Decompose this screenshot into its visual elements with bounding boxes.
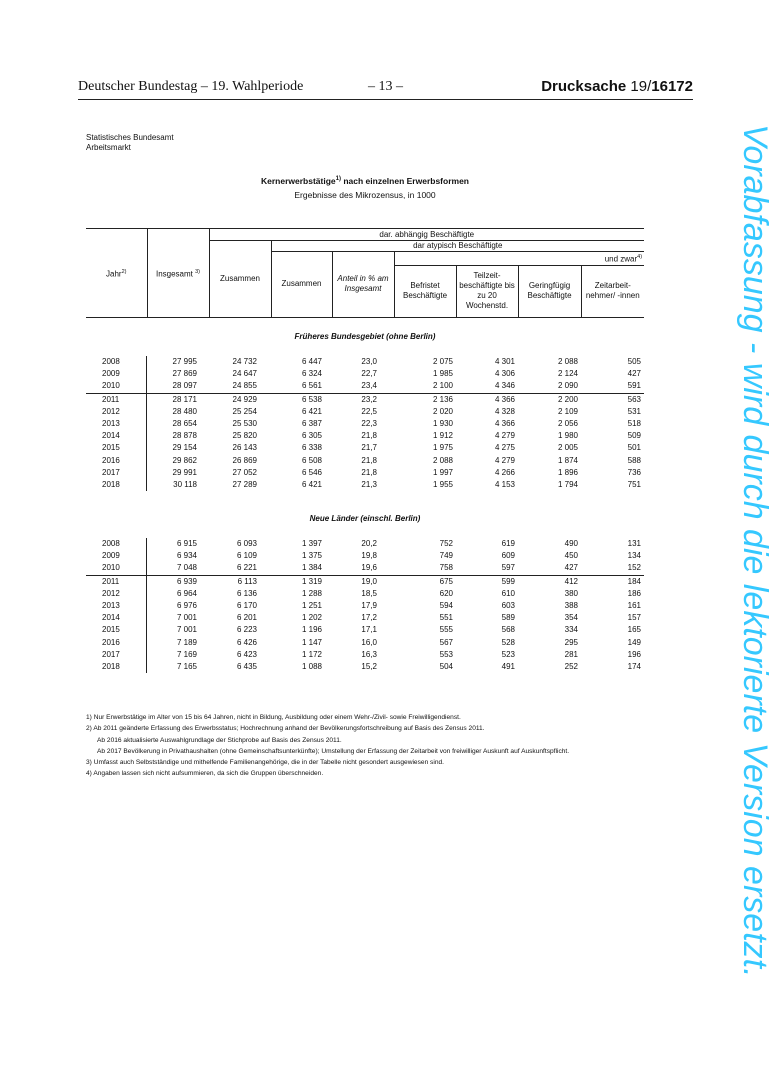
cell-teilzeit: 4 366 <box>494 394 515 404</box>
cell-zusammen-atypisch: 1 147 <box>301 637 322 647</box>
cell-zeitarbeit: 186 <box>627 588 641 598</box>
cell-zeitarbeit: 509 <box>627 431 641 441</box>
cell-year: 2014 <box>102 613 120 623</box>
cell-zusammen-atypisch: 6 421 <box>301 406 322 416</box>
cell-geringfuegig: 450 <box>564 551 578 561</box>
table-body-west <box>86 356 644 491</box>
cell-zeitarbeit: 531 <box>627 406 641 416</box>
cell-teilzeit: 528 <box>501 637 515 647</box>
cell-zusammen-atypisch: 6 546 <box>301 467 322 477</box>
cell-anteil: 23,2 <box>361 394 377 404</box>
cell-befristet: 2 020 <box>432 406 453 416</box>
cell-year: 2010 <box>102 381 120 391</box>
cell-befristet: 1 997 <box>432 467 453 477</box>
cell-insgesamt: 7 001 <box>176 613 197 623</box>
cell-teilzeit: 568 <box>501 625 515 635</box>
cell-year: 2013 <box>102 418 120 428</box>
cell-zeitarbeit: 427 <box>627 369 641 379</box>
cell-anteil: 15,2 <box>361 661 377 671</box>
cell-year: 2008 <box>102 539 120 548</box>
cell-geringfuegig: 1 874 <box>557 455 578 465</box>
cell-geringfuegig: 2 200 <box>557 394 578 404</box>
cell-insgesamt: 30 118 <box>173 479 197 489</box>
cell-teilzeit: 4 346 <box>494 381 515 391</box>
cell-zusammen-atypisch: 6 324 <box>301 369 322 379</box>
cell-geringfuegig: 354 <box>564 613 578 623</box>
footnote-2: 2) Ab 2011 geänderte Erfassung des Erwerbsstatus; Hochrechnung anhand der Bevölkerungsfortschreibung auf Basis des Zensus 2011. <box>86 725 485 733</box>
cell-insgesamt: 28 097 <box>172 381 197 391</box>
cell-teilzeit: 4 153 <box>494 479 515 489</box>
watermark-text: Vorabfassung - wird durch die lektorierte Version ersetzt. <box>736 124 774 978</box>
cell-zusammen-abhaengig: 6 170 <box>236 600 257 610</box>
table-row <box>86 612 644 624</box>
table-header <box>86 228 644 318</box>
cell-geringfuegig: 281 <box>564 649 578 659</box>
cell-geringfuegig: 2 109 <box>557 406 578 416</box>
cell-year: 2015 <box>102 443 120 453</box>
cell-zeitarbeit: 134 <box>627 551 641 561</box>
cell-geringfuegig: 2 088 <box>557 357 578 366</box>
cell-year: 2009 <box>102 551 120 561</box>
cell-insgesamt: 28 171 <box>172 394 197 404</box>
cell-zusammen-atypisch: 1 172 <box>301 649 322 659</box>
table-row <box>86 406 644 418</box>
cell-befristet: 594 <box>439 600 453 610</box>
cell-zeitarbeit: 563 <box>627 394 641 404</box>
footnote-1: 1) Nur Erwerbstätige im Alter von 15 bis 64 Jahren, nicht in Bildung, Ausbildung oder einem Wehr-/Zivil- sowie Freiwilligendienst. <box>86 714 461 721</box>
cell-year: 2018 <box>102 479 120 489</box>
cell-geringfuegig: 334 <box>564 625 578 635</box>
footnote-3: 3) Umfasst auch Selbstständige und mithelfende Familienangehörige, die in der Tabelle nicht gesondert ausgewiesen sind. <box>86 759 444 767</box>
cell-anteil: 21,8 <box>361 455 377 465</box>
cell-zeitarbeit: 157 <box>627 613 641 623</box>
cell-geringfuegig: 1 896 <box>557 467 578 477</box>
cell-zeitarbeit: 184 <box>627 576 641 586</box>
col-group-abhaengig: dar. abhängig Beschäftigte <box>209 229 644 241</box>
table-row <box>86 380 644 392</box>
cell-anteil: 22,7 <box>361 369 377 379</box>
cell-anteil: 21,3 <box>361 479 377 489</box>
cell-anteil: 21,7 <box>361 443 377 453</box>
cell-anteil: 21,8 <box>361 431 377 441</box>
cell-zeitarbeit: 505 <box>627 357 641 366</box>
cell-befristet: 504 <box>439 661 453 671</box>
cell-year: 2016 <box>102 637 120 647</box>
cell-befristet: 620 <box>439 588 453 598</box>
cell-zusammen-abhaengig: 26 869 <box>232 455 257 465</box>
cell-insgesamt: 28 654 <box>172 418 197 428</box>
cell-insgesamt: 29 991 <box>172 467 197 477</box>
cell-insgesamt: 7 169 <box>176 649 197 659</box>
footnote-4: 4) Angaben lassen sich nicht aufsummieren, da sich die Gruppen überschneiden. <box>86 770 324 778</box>
source-line-1: Statistisches Bundesamt <box>86 133 174 142</box>
page-number: – 13 – <box>368 79 403 94</box>
cell-year: 2011 <box>102 576 120 586</box>
cell-teilzeit: 4 328 <box>494 406 515 416</box>
cell-insgesamt: 28 480 <box>172 406 197 416</box>
cell-anteil: 22,3 <box>361 418 377 428</box>
cell-geringfuegig: 427 <box>564 563 578 573</box>
cell-zusammen-atypisch: 1 375 <box>301 551 322 561</box>
cell-teilzeit: 4 306 <box>494 369 515 379</box>
cell-teilzeit: 4 279 <box>494 431 515 441</box>
cell-insgesamt: 7 048 <box>176 563 197 573</box>
cell-befristet: 758 <box>439 563 453 573</box>
cell-year: 2013 <box>102 600 120 610</box>
source-line-2: Arbeitsmarkt <box>86 143 131 152</box>
cell-teilzeit: 609 <box>501 551 515 561</box>
cell-befristet: 675 <box>439 576 453 586</box>
section-title-west: Früheres Bundesgebiet (ohne Berlin) <box>294 332 436 341</box>
cell-teilzeit: 599 <box>501 576 515 586</box>
cell-zeitarbeit: 196 <box>627 649 641 659</box>
cell-insgesamt: 27 995 <box>172 357 197 366</box>
cell-geringfuegig: 2 005 <box>557 443 578 453</box>
cell-anteil: 17,2 <box>361 613 377 623</box>
cell-zusammen-atypisch: 1 088 <box>301 661 322 671</box>
cell-zusammen-atypisch: 1 319 <box>301 576 322 586</box>
cell-zusammen-atypisch: 6 421 <box>301 479 322 489</box>
footnote-2b: Ab 2016 aktualisierte Auswahlgrundlage der Stichprobe auf Basis des Zensus 2011. <box>97 736 342 744</box>
cell-zeitarbeit: 165 <box>627 625 641 635</box>
cell-teilzeit: 4 301 <box>494 357 515 366</box>
cell-zeitarbeit: 518 <box>627 418 641 428</box>
section-title-east: Neue Länder (einschl. Berlin) <box>309 514 421 523</box>
cell-zeitarbeit: 736 <box>627 467 641 477</box>
cell-befristet: 1 985 <box>432 369 453 379</box>
col-jahr: Jahr$^{2)}$ <box>86 229 147 318</box>
col-befristet: Befristet Beschäftigte <box>394 265 456 317</box>
cell-zusammen-abhaengig: 6 223 <box>236 625 257 635</box>
cell-zusammen-abhaengig: 6 109 <box>236 551 257 561</box>
cell-year: 2012 <box>102 588 120 598</box>
table-row <box>86 562 644 574</box>
cell-year: 2015 <box>102 625 120 635</box>
cell-befristet: 551 <box>439 613 453 623</box>
cell-zusammen-abhaengig: 6 423 <box>236 649 257 659</box>
cell-zusammen-atypisch: 1 397 <box>301 539 322 548</box>
cell-insgesamt: 7 189 <box>176 637 197 647</box>
table-row <box>86 467 644 479</box>
cell-zusammen-atypisch: 6 538 <box>301 394 322 404</box>
cell-year: 2017 <box>102 649 120 659</box>
cell-zusammen-atypisch: 6 508 <box>301 455 322 465</box>
cell-zeitarbeit: 161 <box>627 600 641 610</box>
cell-befristet: 1 955 <box>432 479 453 489</box>
cell-befristet: 2 136 <box>432 394 453 404</box>
cell-zusammen-atypisch: 1 288 <box>301 588 322 598</box>
cell-zusammen-abhaengig: 25 820 <box>232 431 257 441</box>
cell-zusammen-abhaengig: 6 435 <box>236 661 257 671</box>
cell-teilzeit: 4 266 <box>494 467 515 477</box>
cell-year: 2016 <box>102 455 120 465</box>
cell-befristet: 2 088 <box>432 455 453 465</box>
cell-insgesamt: 27 869 <box>172 369 197 379</box>
cell-zusammen-abhaengig: 24 929 <box>232 394 257 404</box>
source-label <box>86 133 174 153</box>
cell-insgesamt: 7 001 <box>176 625 197 635</box>
cell-zusammen-abhaengig: 24 732 <box>232 357 257 366</box>
cell-teilzeit: 4 275 <box>494 443 515 453</box>
table-row <box>86 455 644 467</box>
cell-befristet: 555 <box>439 625 453 635</box>
table-row <box>86 588 644 600</box>
table-row <box>86 550 644 562</box>
cell-insgesamt: 6 964 <box>176 588 197 598</box>
cell-zusammen-abhaengig: 25 530 <box>232 418 257 428</box>
cell-anteil: 23,0 <box>361 357 377 366</box>
table-row <box>86 538 644 550</box>
cell-year: 2010 <box>102 563 120 573</box>
cell-zusammen-abhaengig: 6 201 <box>236 613 257 623</box>
table-row <box>86 430 644 442</box>
cell-zeitarbeit: 591 <box>627 381 641 391</box>
table-row <box>86 600 644 612</box>
table-row <box>86 418 644 430</box>
cell-geringfuegig: 295 <box>564 637 578 647</box>
cell-geringfuegig: 380 <box>564 588 578 598</box>
cell-zeitarbeit: 501 <box>627 443 641 453</box>
cell-year: 2014 <box>102 431 120 441</box>
cell-teilzeit: 4 366 <box>494 418 515 428</box>
col-anteil: Anteil in % am Insgesamt <box>332 252 394 318</box>
cell-befristet: 2 100 <box>432 381 453 391</box>
col-teilzeit: Teilzeit-beschäftigte bis zu 20 Wochenstd. <box>456 265 518 317</box>
table-row <box>86 637 644 649</box>
cell-insgesamt: 6 915 <box>176 539 197 548</box>
cell-geringfuegig: 388 <box>564 600 578 610</box>
cell-befristet: 567 <box>439 637 453 647</box>
cell-zeitarbeit: 131 <box>627 539 641 548</box>
cell-teilzeit: 603 <box>501 600 515 610</box>
cell-zusammen-abhaengig: 6 426 <box>236 637 257 647</box>
cell-befristet: 749 <box>439 551 453 561</box>
cell-anteil: 17,9 <box>361 600 377 610</box>
cell-teilzeit: 597 <box>501 563 515 573</box>
table-row <box>86 356 644 368</box>
cell-zusammen-abhaengig: 24 647 <box>232 369 257 379</box>
cell-anteil: 20,2 <box>361 539 377 548</box>
cell-befristet: 1 912 <box>432 431 453 441</box>
cell-anteil: 16,0 <box>361 637 377 647</box>
cell-befristet: 1 930 <box>432 418 453 428</box>
col-group-atypisch: dar atypisch Beschäftigte <box>271 241 644 252</box>
cell-anteil: 19,0 <box>361 576 377 586</box>
cell-anteil: 23,4 <box>361 381 377 391</box>
table-title: Kernerwerbstätige$^{1)}$ nach einzelnen Erwerbsformen <box>261 176 469 186</box>
cell-geringfuegig: 490 <box>564 539 578 548</box>
cell-zeitarbeit: 588 <box>627 455 641 465</box>
cell-zusammen-abhaengig: 6 113 <box>237 576 257 586</box>
cell-zusammen-abhaengig: 26 143 <box>232 443 257 453</box>
cell-zusammen-atypisch: 1 251 <box>301 600 322 610</box>
cell-zusammen-abhaengig: 6 221 <box>236 563 257 573</box>
cell-zusammen-atypisch: 1 196 <box>301 625 322 635</box>
table-row <box>86 479 644 491</box>
cell-geringfuegig: 2 056 <box>557 418 578 428</box>
cell-insgesamt: 7 165 <box>176 661 197 671</box>
cell-anteil: 18,5 <box>361 588 377 598</box>
cell-befristet: 1 975 <box>432 443 453 453</box>
cell-insgesamt: 29 862 <box>172 455 197 465</box>
table-row <box>86 368 644 380</box>
table-body-east <box>86 538 644 673</box>
table-row <box>86 575 644 588</box>
cell-geringfuegig: 2 124 <box>557 369 578 379</box>
drucksache-number: Drucksache 19/16172 <box>541 78 693 95</box>
page-header <box>78 79 693 100</box>
cell-zusammen-abhaengig: 25 254 <box>232 406 257 416</box>
cell-teilzeit: 523 <box>501 649 515 659</box>
cell-year: 2017 <box>102 467 120 477</box>
cell-geringfuegig: 412 <box>564 576 578 586</box>
cell-zusammen-atypisch: 6 338 <box>301 443 322 453</box>
cell-zeitarbeit: 174 <box>627 661 641 671</box>
cell-zusammen-abhaengig: 6 136 <box>236 588 257 598</box>
cell-anteil: 16,3 <box>361 649 377 659</box>
cell-zusammen-abhaengig: 6 093 <box>236 539 257 548</box>
draft-watermark <box>735 124 775 978</box>
cell-teilzeit: 4 279 <box>494 455 515 465</box>
cell-zusammen-atypisch: 1 202 <box>301 613 322 623</box>
cell-anteil: 19,8 <box>361 551 377 561</box>
cell-anteil: 17,1 <box>361 625 377 635</box>
cell-teilzeit: 491 <box>501 661 515 671</box>
cell-zeitarbeit: 751 <box>627 479 641 489</box>
cell-anteil: 22,5 <box>361 406 377 416</box>
cell-year: 2009 <box>102 369 120 379</box>
footnotes <box>86 712 569 780</box>
cell-year: 2011 <box>102 394 120 404</box>
cell-befristet: 752 <box>439 539 453 548</box>
cell-anteil: 21,8 <box>361 467 377 477</box>
table-row <box>86 393 644 406</box>
cell-zeitarbeit: 149 <box>627 637 641 647</box>
cell-zeitarbeit: 152 <box>627 563 641 573</box>
header-left: Deutscher Bundestag – 19. Wahlperiode <box>78 79 304 94</box>
cell-teilzeit: 589 <box>501 613 515 623</box>
cell-year: 2012 <box>102 406 120 416</box>
cell-zusammen-atypisch: 6 561 <box>301 381 322 391</box>
table-row <box>86 442 644 454</box>
table-row <box>86 649 644 661</box>
col-zusammen-atypisch: Zusammen <box>271 252 332 318</box>
col-zeitarbeit: Zeitarbeit-nehmer/ -innen <box>581 265 644 317</box>
col-group-und-zwar: und zwar$^{4)}$ <box>394 252 644 266</box>
cell-zusammen-atypisch: 6 387 <box>301 418 322 428</box>
cell-geringfuegig: 2 090 <box>557 381 578 391</box>
table-row <box>86 661 644 673</box>
cell-teilzeit: 610 <box>501 588 515 598</box>
col-insgesamt: Insgesamt $^{3)}$ <box>147 229 209 318</box>
cell-insgesamt: 28 878 <box>172 431 197 441</box>
cell-zusammen-atypisch: 6 305 <box>301 431 322 441</box>
cell-insgesamt: 6 934 <box>176 551 197 561</box>
cell-insgesamt: 6 976 <box>176 600 197 610</box>
cell-teilzeit: 619 <box>501 539 515 548</box>
cell-zusammen-atypisch: 1 384 <box>301 563 322 573</box>
cell-year: 2008 <box>102 357 120 366</box>
cell-insgesamt: 6 939 <box>176 576 197 586</box>
cell-zusammen-atypisch: 6 447 <box>301 357 322 366</box>
cell-zusammen-abhaengig: 27 289 <box>232 479 257 489</box>
col-geringfuegig: Geringfügig Beschäftigte <box>518 265 581 317</box>
cell-geringfuegig: 252 <box>564 661 578 671</box>
cell-geringfuegig: 1 794 <box>557 479 578 489</box>
table-subtitle: Ergebnisse des Mikrozensus, in 1000 <box>294 190 436 200</box>
footnote-2c: Ab 2017 Bevölkerung in Privathaushalten (ohne Gemeinschaftsunterkünfte); Umstellung der Erfassung der Zeitarbeit von freiwilliger Auskunft auf Auskunftspflicht. <box>97 747 570 755</box>
col-zusammen-abhaengig: Zusammen <box>209 241 271 318</box>
cell-befristet: 2 075 <box>432 357 453 366</box>
cell-befristet: 553 <box>439 649 453 659</box>
cell-year: 2018 <box>102 661 120 671</box>
cell-zusammen-abhaengig: 24 855 <box>232 381 257 391</box>
cell-geringfuegig: 1 980 <box>557 431 578 441</box>
cell-zusammen-abhaengig: 27 052 <box>232 467 257 477</box>
table-row <box>86 624 644 636</box>
cell-insgesamt: 29 154 <box>172 443 197 453</box>
cell-anteil: 19,6 <box>361 563 377 573</box>
